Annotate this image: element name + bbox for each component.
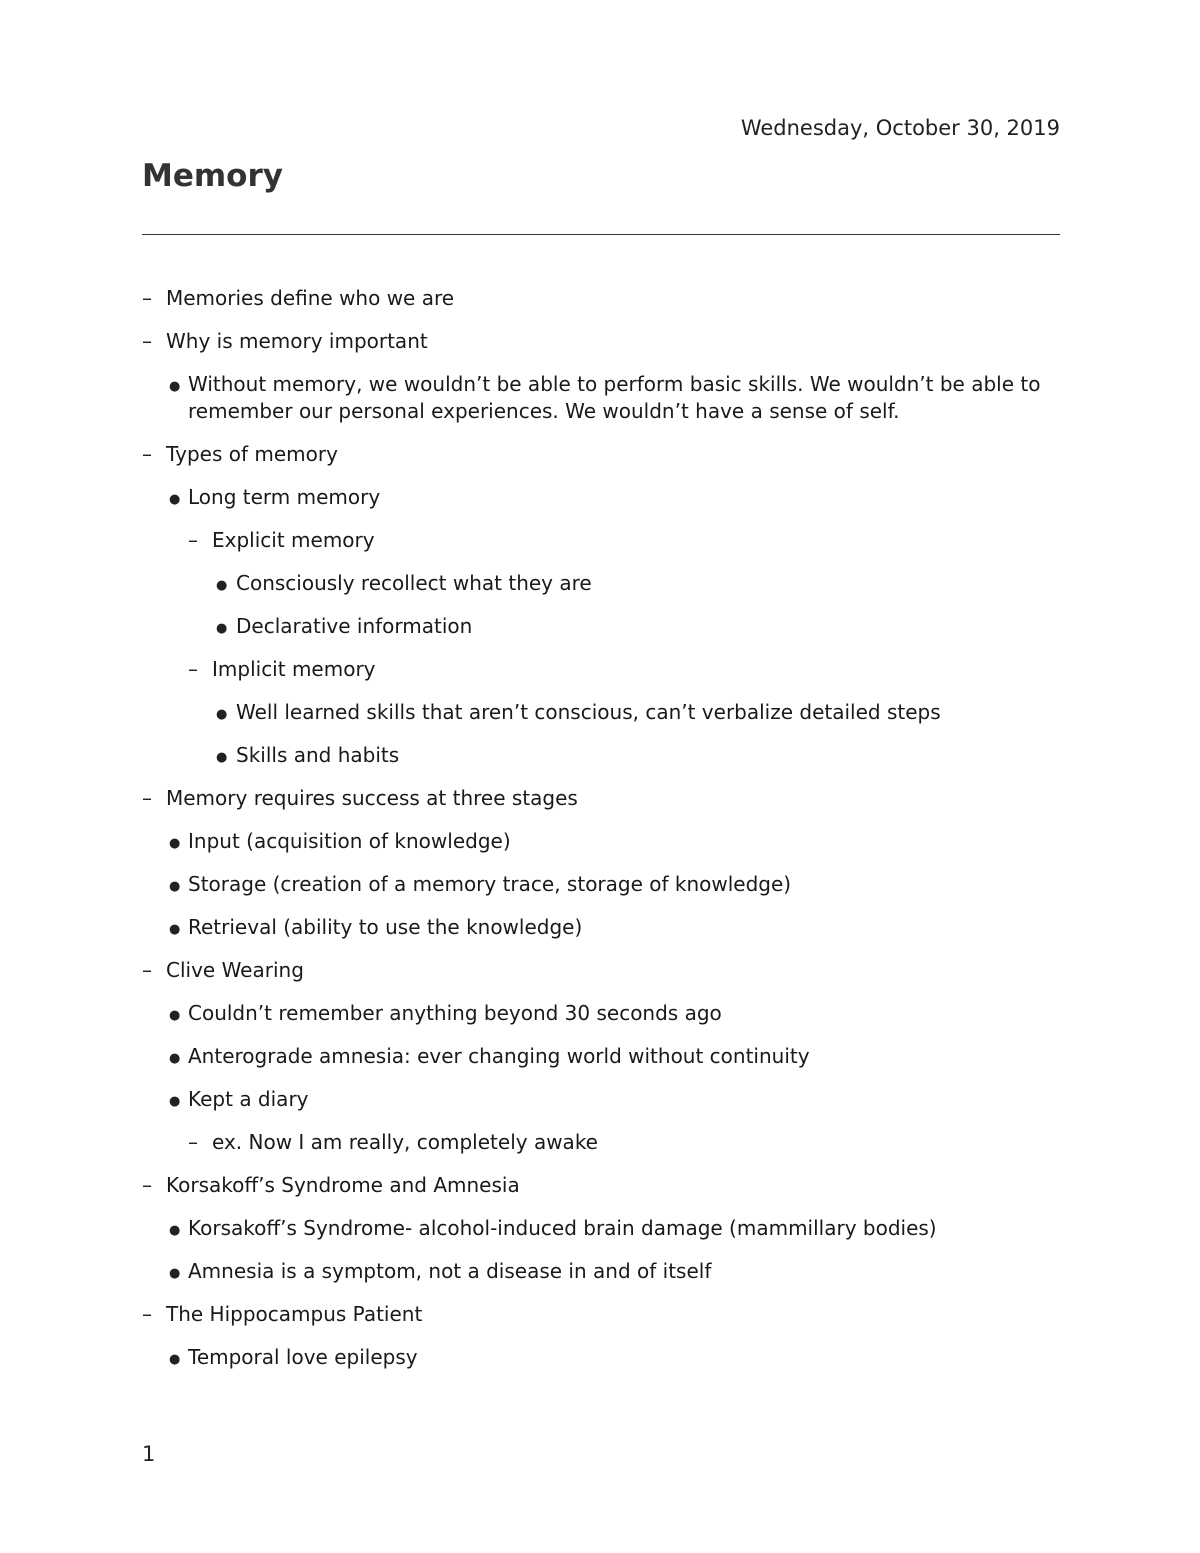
bullet-icon: ● [169, 836, 181, 851]
dash-marker: – [142, 958, 152, 982]
dash-marker: – [142, 786, 152, 810]
bullet-icon: ● [169, 1051, 181, 1066]
bullet-icon: ● [169, 379, 181, 394]
page-number: 1 [142, 1442, 156, 1466]
list-item-text: Temporal love epilepsy [188, 1345, 418, 1369]
list-item-text: Well learned skills that aren’t conscious, can’t verbalize detailed steps [236, 700, 941, 724]
bullet-icon: ● [169, 1266, 181, 1281]
list-item [142, 1215, 1062, 1242]
list-item [142, 1172, 1062, 1199]
bullet-icon: ● [169, 879, 181, 894]
list-item [142, 328, 1062, 355]
list-item-text: Implicit memory [212, 657, 376, 681]
list-item [142, 1344, 1062, 1371]
list-item-text: Anterograde amnesia: ever changing world without continuity [188, 1044, 810, 1068]
dash-marker: – [142, 329, 152, 353]
page-title: Memory [142, 158, 283, 194]
list-item-text: Retrieval (ability to use the knowledge) [188, 915, 583, 939]
list-item [142, 1000, 1062, 1027]
list-item [142, 1086, 1062, 1113]
list-item [142, 1129, 1062, 1156]
bullet-icon: ● [169, 1223, 181, 1238]
list-item [142, 613, 1062, 640]
list-item-text: Explicit memory [212, 528, 375, 552]
list-item [142, 285, 1062, 312]
dash-marker: – [142, 1173, 152, 1197]
dash-marker: – [188, 528, 198, 552]
notes-list [142, 285, 1062, 1387]
dash-marker: – [142, 442, 152, 466]
list-item-text: ex. Now I am really, completely awake [212, 1130, 598, 1154]
list-item-text: Skills and habits [236, 743, 400, 767]
list-item-text: Clive Wearing [166, 958, 304, 982]
bullet-icon: ● [169, 1008, 181, 1023]
bullet-icon: ● [216, 621, 228, 636]
list-item-text: Korsakoff’s Syndrome and Amnesia [166, 1173, 520, 1197]
list-item [142, 570, 1062, 597]
bullet-icon: ● [169, 1094, 181, 1109]
list-item [142, 957, 1062, 984]
list-item-text: Input (acquisition of knowledge) [188, 829, 511, 853]
list-item [142, 484, 1062, 511]
bullet-icon: ● [169, 1352, 181, 1367]
bullet-icon: ● [169, 492, 181, 507]
list-item [142, 527, 1062, 554]
list-item [142, 828, 1062, 855]
bullet-icon: ● [216, 578, 228, 593]
list-item [142, 785, 1062, 812]
list-item-text: Korsakoff’s Syndrome- alcohol-induced brain damage (mammillary bodies) [188, 1216, 937, 1240]
list-item [142, 1043, 1062, 1070]
list-item-text: Declarative information [236, 614, 473, 638]
note-date: Wednesday, October 30, 2019 [740, 116, 1060, 140]
list-item [142, 914, 1062, 941]
list-item-text: Consciously recollect what they are [236, 571, 592, 595]
list-item-text: Storage (creation of a memory trace, storage of knowledge) [188, 872, 792, 896]
bullet-icon: ● [216, 707, 228, 722]
list-item [142, 871, 1062, 898]
list-item-text: Types of memory [166, 442, 338, 466]
list-item [142, 1258, 1062, 1285]
list-item-text: The Hippocampus Patient [166, 1302, 423, 1326]
list-item-text: Kept a diary [188, 1087, 309, 1111]
list-item [142, 1301, 1062, 1328]
list-item-text: Memory requires success at three stages [166, 786, 578, 810]
list-item-text: Couldn’t remember anything beyond 30 seconds ago [188, 1001, 722, 1025]
list-item-text: Long term memory [188, 485, 381, 509]
list-item [142, 699, 1062, 726]
dash-marker: – [188, 657, 198, 681]
dash-marker: – [142, 286, 152, 310]
list-item [142, 742, 1062, 769]
dash-marker: – [142, 1302, 152, 1326]
list-item [142, 371, 1062, 425]
list-item-text: Why is memory important [166, 329, 428, 353]
title-divider [142, 234, 1060, 235]
list-item [142, 441, 1062, 468]
list-item [142, 656, 1062, 683]
bullet-icon: ● [216, 750, 228, 765]
dash-marker: – [188, 1130, 198, 1154]
list-item-text: Without memory, we wouldn’t be able to perform basic skills. We wouldn’t be able to remember our personal experiences. We wouldn’t have a sense of self. [188, 372, 1041, 423]
bullet-icon: ● [169, 922, 181, 937]
list-item-text: Amnesia is a symptom, not a disease in and of itself [188, 1259, 712, 1283]
list-item-text: Memories define who we are [166, 286, 455, 310]
